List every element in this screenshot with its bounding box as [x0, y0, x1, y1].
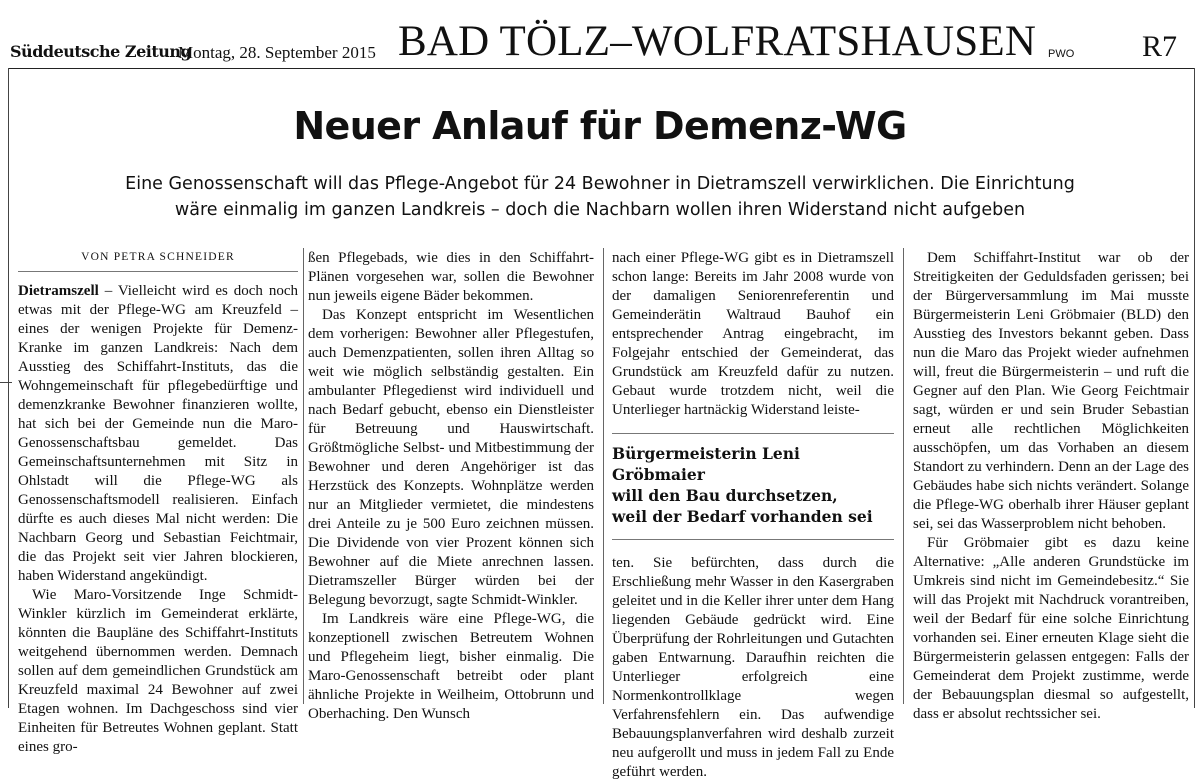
subheading-line: will den Bau durchsetzen, [612, 486, 838, 505]
paragraph: nach einer Pflege-WG gibt es in Dietramszell schon lange: Bereits im Jahr 2008 wurde von der damaligen Seniorenreferentin und Gemeinderätin Waltraud Bauhof ein entsprechender Antrag eingebracht, im Folgejahr entschied der Gemeinderat, das Grundstück am Kreuzfeld dafür zu nutzen. Gebaut wurde trotzdem nicht, weil die Unterlieger hartnäckig Widerstand leiste- [612, 250, 894, 418]
masthead-rule [8, 68, 1194, 69]
paragraph: Für Gröbmaier gibt es dazu keine Alternative: „Alle anderen Grundstücke im Umkreis sind nicht im Gemeindebesitz.“ Sie will das Projekt mit Nachdruck vorantreiben, weil der Bedarf für eine solche Einrichtung vorhanden sei. Einer erneuten Klage sieht die Bürgermeisterin gelassen entgegen: Falls der Gemeinderat dem Projekt zustimme, werde der Bebauungsplan diesmal so aufgestellt, dass er absolut rechtssicher sei. [913, 535, 1189, 722]
article-subhead [40, 171, 1160, 223]
paragraph: ten. Sie befürchten, dass durch die Erschließung mehr Wasser in den Kasergraben geleitet und in die Keller ihrer unter dem Hang liegenden Gebäude gedrückt wird. Eine Überprüfung der Rohrleitungen und Gutachten gaben Entwarnung. Daraufhin reichten die Unterlieger erfolgreich eine Normenkontrollklage wegen Verfahrensfehlern ein. Das aufwendige Bebauungsplanverfahren wird deshalb zurzeit neu aufgerollt und muss in jedem Fall zu Ende geführt werden. [612, 555, 894, 780]
subhead-line-1: Eine Genossenschaft will das Pflege-Angebot für 24 Bewohner in Dietramszell verwirklichen. Die Einrichtung [125, 174, 1075, 194]
subheading-pullout [612, 433, 894, 540]
paragraph: Dem Schiffahrt-Institut war ob der Streitigkeiten der Geduldsfaden gerissen; bei der Bürgerversammlung im Mai musste Bürgermeisterin Leni Gröbmaier (BLD) den Ausstieg des Investors bekannt geben. Dass nun die Maro das Projekt wieder aufnehmen will, freut die Bürgermeisterin – und ruft die Gegner auf den Plan. Wie Georg Feichtmair sagt, würden er und sein Bruder Sebastian erneut alle rechtlichen Möglichkeiten ausschöpfen, um das Vorhaben an diesem Standort zu verhindern. Denn an der Lage des Gebäudes habe sich nichts verändert. Solange die Pflege-WG oberhalb ihrer Häuser geplant sei, sei das Wasserproblem nicht behoben. [913, 250, 1189, 532]
byline: VON PETRA SCHNEIDER [18, 248, 298, 272]
column-divider [903, 248, 904, 704]
article-column-1 [18, 248, 298, 757]
subheading-line: Bürgermeisterin Leni Gröbmaier [612, 444, 800, 484]
page-number: R7 [1142, 30, 1178, 63]
paragraph: Im Landkreis wäre eine Pflege-WG, die konzeptionell zwischen Betreutem Wohnen und Pflegeheim liegt, bisher einmalig. Die Maro-Genossenschaft betreibt oder plant ähnliche Projekte in Weilheim, Ottobrunn und Oberhaching. Den Wunsch [308, 611, 594, 722]
paragraph [18, 282, 298, 586]
dateline: Dietramszell [18, 283, 99, 299]
article-column-2 [308, 249, 594, 724]
paragraph-text: – Vielleicht wird es doch noch etwas mit der Pflege-WG am Kreuzfeld – eines der wenigen Projekte für Demenz-Kranke im ganzen Landkreis: Nach dem Ausstieg des Schiffahrt-Instituts, das die Wohngemeinschaft für pflegebedürftige und demenzkranke Bewohner finanzieren wollte, hat sich bei der Gemeinde nun die Maro-Genossenschaftsbau gemeldet. Das Gemeinschaftsunternehmen mit Sitz in Ohlstadt will die Pflege-WG als Genossenschaftsmodell realisieren. Einfach dürfte es auch dieses Mal nicht werden: Die Nachbarn Georg und Sebastian Feichtmair, die das Projekt seit vier Jahren blockieren, haben Widerstand angekündigt. [18, 283, 298, 584]
frame-right-border [1194, 68, 1195, 708]
paragraph: Wie Maro-Vorsitzende Inge Schmidt-Winkler kürzlich im Gemeinderat erklärte, könnten die Baupläne des Schiffahrt-Instituts weitgehend übernommen werden. Demnach sollen auf dem gemeindlichen Grundstück am Kreuzfeld maximal 24 Bewohner auf zwei Etagen wohnen. Im Dachgeschoss sind vier Einheiten für Betreutes Wohnen geplant. Statt eines gro- [18, 587, 298, 755]
paragraph: ßen Pflegebads, wie dies in den Schiffahrt-Plänen vorgesehen war, sollen die Bewohner nun jeweils eigene Bäder bekommen. [308, 250, 594, 304]
column-divider [603, 248, 604, 704]
article-column-4 [913, 249, 1189, 724]
column-divider [303, 248, 304, 704]
article-headline: Neuer Anlauf für Demenz-WG [293, 104, 907, 148]
newspaper-logo: Süddeutsche Zeitung [10, 42, 192, 61]
article-column-3 [612, 249, 894, 782]
section-title: BAD TÖLZ–WOLFRATSHAUSEN [398, 18, 1037, 65]
edition-code: PWO [1048, 48, 1075, 60]
masthead [0, 0, 1200, 70]
frame-left-border [8, 68, 9, 708]
margin-mark [0, 382, 12, 383]
subhead-line-2: wäre einmalig im ganzen Landkreis – doch die Nachbarn wollen ihren Widerstand nicht aufgeben [174, 200, 1026, 220]
subheading-line: weil der Bedarf vorhanden sei [612, 507, 873, 526]
issue-date: Montag, 28. September 2015 [178, 43, 376, 62]
paragraph: Das Konzept entspricht im Wesentlichen dem vorherigen: Bewohner aller Pflegestufen, auch Demenzpatienten, sollen ihren Alltag so weit wie möglich selbständig gestalten. Ein ambulanter Pflegedienst wird individuell und nach Bedarf gebucht, ebenso ein Dienstleister für Betreuung und Hauswirtschaft. Größtmögliche Selbst- und Mitbestimmung der Bewohner und deren Angehöriger ist das Herzstück des Konzepts. Wohnplätze werden nur an Mitglieder vermietet, die mindestens drei Anteile zu je 500 Euro zeichnen müssen. Die Dividende von vier Prozent können sich Bewohner auf die Miete anrechnen lassen. Dietramszeller Bürger würden bei der Belegung bevorzugt, sagte Schmidt-Winkler. [308, 307, 594, 608]
